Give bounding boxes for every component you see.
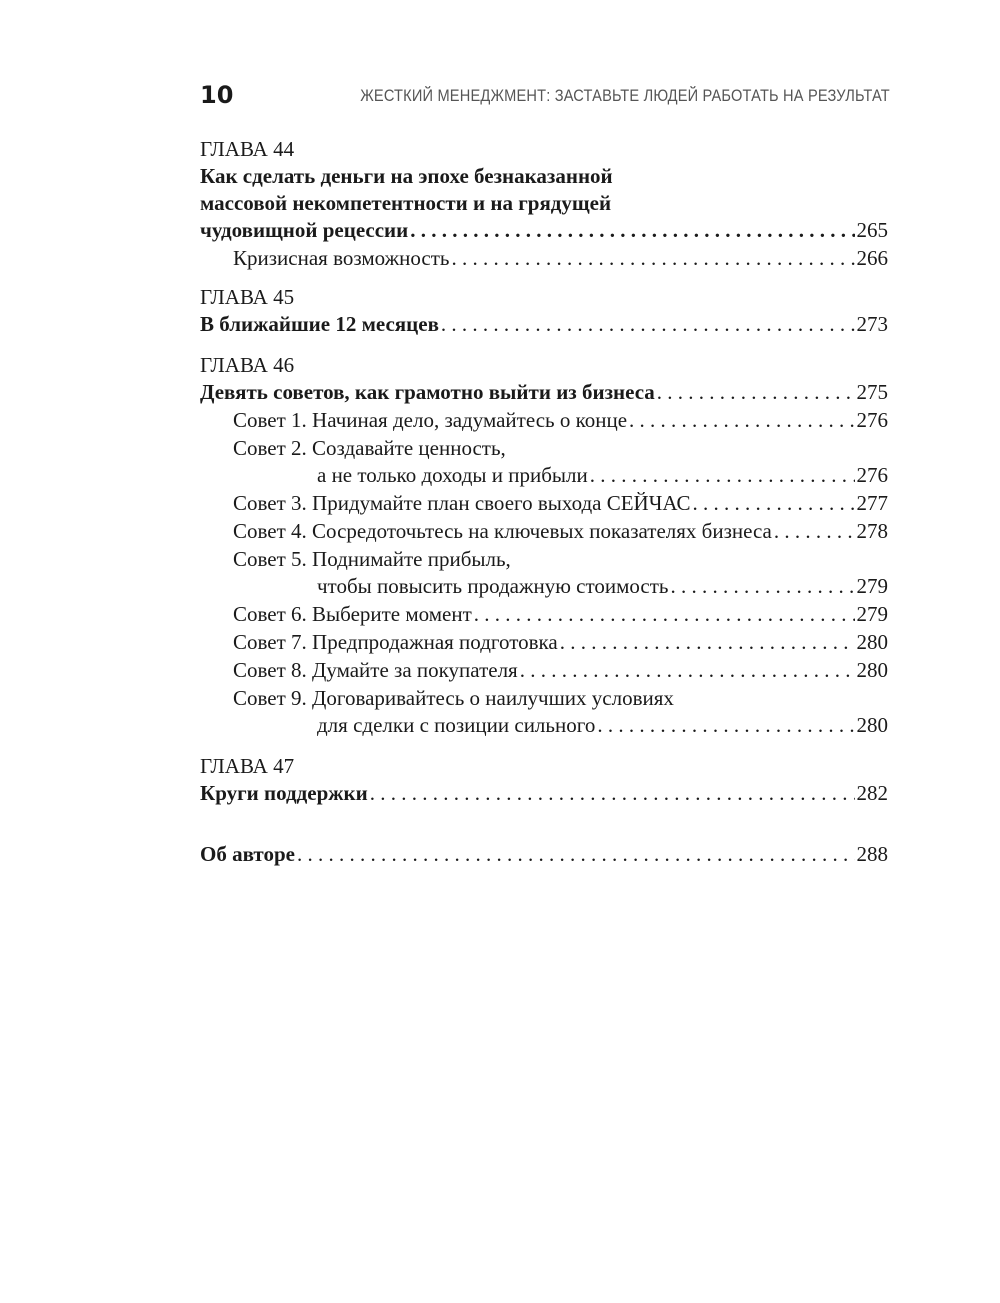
toc-chapter-45 [200, 284, 888, 338]
entry-title: Кризисная возможность [233, 246, 450, 270]
toc-subentry[interactable] [200, 407, 888, 434]
entry-title: В ближайшие 12 месяцев [200, 312, 439, 336]
toc-entry[interactable] [200, 379, 888, 406]
table-of-contents [200, 136, 888, 868]
chapter-label: ГЛАВА 45 [200, 285, 295, 309]
chapter-title-line[interactable]: Как сделать деньги на эпохе безнаказанной [200, 164, 613, 188]
entry-title-line: а не только доходы и прибыли [317, 463, 588, 487]
chapter-label: ГЛАВА 46 [200, 353, 295, 377]
toc-entry[interactable] [200, 841, 888, 868]
toc-subentry[interactable] [200, 546, 888, 600]
toc-subentry[interactable] [200, 490, 888, 517]
page-ref: 275 [856, 380, 888, 404]
chapter-label: ГЛАВА 44 [200, 137, 295, 161]
toc-subentry[interactable] [200, 601, 888, 628]
page-ref: 276 [856, 463, 888, 487]
toc-chapter-46 [200, 352, 888, 739]
entry-title: Девять советов, как грамотно выйти из бизнеса [200, 380, 655, 404]
page-ref: 265 [856, 218, 888, 242]
dot-leader [590, 462, 855, 489]
toc-subentry[interactable] [200, 629, 888, 656]
dot-leader [671, 573, 855, 600]
running-head: ЖЕСТКИЙ МЕНЕДЖМЕНТ: ЗАСТАВЬТЕ ЛЮДЕЙ РАБОТАТЬ НА РЕЗУЛЬТАТ [360, 86, 890, 105]
toc-entry[interactable] [200, 217, 888, 244]
entry-title-line: Совет 9. Договаривайтесь о наилучших условиях [233, 686, 674, 710]
entry-title: Об авторе [200, 842, 295, 866]
page-ref: 276 [856, 408, 888, 432]
toc-subentry[interactable] [200, 685, 888, 739]
toc-subentry[interactable] [200, 518, 888, 545]
dot-leader [441, 311, 855, 338]
dot-leader [657, 379, 855, 406]
toc-about-author [200, 841, 888, 868]
entry-title: Совет 8. Думайте за покупателя [233, 658, 518, 682]
toc-entry[interactable] [200, 780, 888, 807]
chapter-title-line[interactable]: массовой некомпетентности и на грядущей [200, 191, 612, 215]
toc-subentry[interactable] [200, 657, 888, 684]
page-number: 10 [200, 81, 234, 109]
page-ref: 279 [856, 602, 888, 626]
entry-title: Совет 6. Выберите момент [233, 602, 472, 626]
toc-subentry[interactable] [200, 245, 888, 272]
entry-title: Совет 7. Предпродажная подготовка [233, 630, 558, 654]
entry-title: Совет 4. Сосредоточьтесь на ключевых показателях бизнеса [233, 519, 772, 543]
page-ref: 280 [856, 658, 888, 682]
chapter-label: ГЛАВА 47 [200, 754, 295, 778]
dot-leader [693, 490, 855, 517]
dot-leader [774, 518, 855, 545]
toc-subentry[interactable] [200, 435, 888, 489]
dot-leader [451, 245, 854, 272]
dot-leader [520, 657, 855, 684]
entry-title-line: чтобы повысить продажную стоимость [317, 574, 669, 598]
page-ref: 288 [856, 842, 888, 866]
dot-leader [597, 712, 854, 739]
entry-title-line: Совет 5. Поднимайте прибыль, [233, 547, 511, 571]
page-ref: 280 [856, 630, 888, 654]
toc-entry[interactable] [200, 311, 888, 338]
toc-chapter-44 [200, 136, 888, 272]
dot-leader [560, 629, 855, 656]
dot-leader [629, 407, 854, 434]
entry-title: Совет 3. Придумайте план своего выхода СЕЙЧАС [233, 491, 691, 515]
page-ref: 278 [856, 519, 888, 543]
page-ref: 273 [856, 312, 888, 336]
dot-leader [370, 780, 855, 807]
entry-title: Совет 1. Начиная дело, задумайтесь о конце [233, 408, 628, 432]
toc-chapter-47 [200, 753, 888, 807]
page-ref: 266 [856, 246, 888, 270]
page-ref: 279 [856, 574, 888, 598]
dot-leader [474, 601, 855, 628]
page-ref: 277 [856, 491, 888, 515]
entry-title-line: Совет 2. Создавайте ценность, [233, 436, 506, 460]
dot-leader [410, 217, 854, 244]
page-ref: 280 [856, 713, 888, 737]
dot-leader [297, 841, 855, 868]
page-ref: 282 [856, 781, 888, 805]
entry-title: Круги поддержки [200, 781, 368, 805]
entry-title-line: для сделки с позиции сильного [317, 713, 596, 737]
entry-title: чудовищной рецессии [200, 218, 409, 242]
